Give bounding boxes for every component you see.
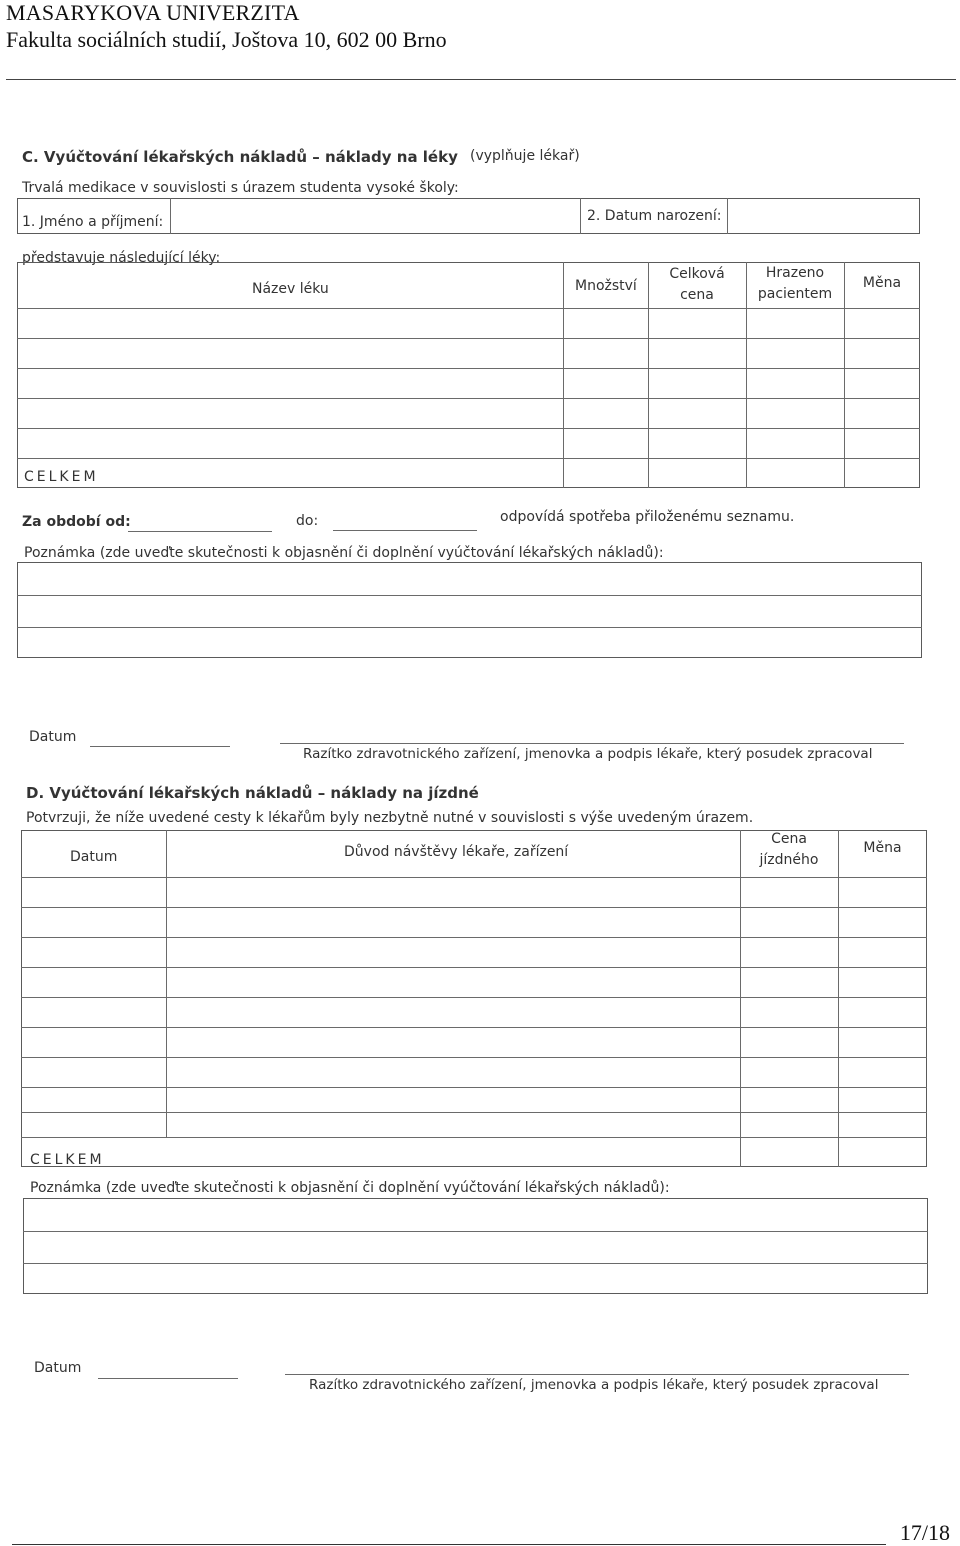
total-label-d: CELKEM — [30, 1152, 105, 1168]
col-currency-d: Měna — [863, 840, 902, 856]
birth-date-field[interactable] — [728, 199, 919, 233]
stamp-label: Razítko zdravotnického zařízení, jmenovka a podpis lékaře, který posudek zpracoval — [303, 746, 873, 762]
divider — [23, 1263, 928, 1264]
divider — [21, 1027, 927, 1028]
date-label: Datum — [29, 729, 77, 745]
signature-line-d[interactable] — [285, 1374, 909, 1375]
divider — [21, 877, 927, 878]
divider — [21, 1087, 927, 1088]
divider — [17, 458, 920, 459]
note-label: Poznámka (zde uveďte skutečnosti k objasnění či doplnění vyúčtování lékařských nákladů): — [24, 545, 664, 561]
col-paid-by-patient-1: Hrazeno — [765, 265, 825, 281]
divider — [21, 1137, 927, 1138]
col-paid-by-patient-2: pacientem — [757, 286, 833, 302]
divider — [740, 830, 741, 1167]
travel-table — [21, 830, 927, 1167]
col-total-price-2: cena — [680, 287, 714, 303]
filled-by-note: (vyplňuje lékař) — [470, 148, 580, 164]
divider — [21, 967, 927, 968]
divider — [17, 398, 920, 399]
divider — [17, 338, 920, 339]
birth-date-label: 2. Datum narození: — [587, 208, 722, 224]
note-label-d: Poznámka (zde uveďte skutečnosti k objasnění či doplnění vyúčtování lékařských nákladů): — [30, 1180, 670, 1196]
date-field-d[interactable] — [98, 1378, 238, 1379]
page-number: 17/18 — [899, 1520, 950, 1545]
divider — [17, 308, 920, 309]
period-to-field[interactable] — [333, 530, 477, 531]
period-from-field[interactable] — [128, 531, 272, 532]
col-total-price-1: Celková — [669, 266, 725, 282]
section-d-title: D. Vyúčtování lékařských nákladů – náklady na jízdné — [26, 784, 479, 802]
faculty-address: Fakulta sociálních studií, Joštova 10, 602 00 Brno — [6, 27, 447, 52]
col-medicine-name: Název léku — [252, 281, 329, 297]
note-field[interactable] — [17, 562, 922, 658]
divider — [21, 1057, 927, 1058]
col-quantity: Množství — [575, 278, 637, 294]
section-c-subtitle: Trvalá medikace v souvislosti s úrazem studenta vysoké školy: — [22, 180, 459, 196]
signature-line[interactable] — [280, 743, 904, 744]
name-label: 1. Jméno a příjmení: — [22, 214, 164, 230]
footer-divider — [12, 1544, 886, 1545]
name-field[interactable] — [171, 199, 579, 233]
col-visit-reason: Důvod návštěvy lékaře, zařízení — [344, 844, 569, 860]
divider — [844, 262, 845, 488]
date-field[interactable] — [90, 746, 230, 747]
period-from-label: Za období od: — [22, 514, 131, 530]
period-to-label: do: — [296, 513, 319, 529]
period-note: odpovídá spotřeba přiloženému seznamu. — [500, 509, 795, 525]
section-c-title: C. Vyúčtování lékařských nákladů – náklady na léky — [22, 148, 458, 166]
divider — [17, 368, 920, 369]
divider — [21, 997, 927, 998]
date-label-d: Datum — [34, 1360, 82, 1376]
divider — [17, 595, 922, 596]
university-name: MASARYKOVA UNIVERZITA — [6, 0, 300, 25]
divider — [21, 1112, 927, 1113]
note-field-d[interactable] — [23, 1198, 928, 1294]
divider — [23, 1231, 928, 1232]
divider — [17, 627, 922, 628]
divider — [17, 428, 920, 429]
col-fare-2: jízdného — [759, 852, 819, 868]
total-label: CELKEM — [24, 469, 99, 485]
divider — [563, 262, 564, 488]
divider — [21, 907, 927, 908]
divider — [580, 198, 581, 234]
divider — [21, 937, 927, 938]
col-currency: Měna — [862, 275, 902, 291]
header-divider — [6, 79, 956, 80]
col-fare-1: Cena — [771, 831, 807, 847]
stamp-label-d: Razítko zdravotnického zařízení, jmenovka a podpis lékaře, který posudek zpracoval — [309, 1377, 879, 1393]
divider — [838, 830, 839, 1167]
presents-label: představuje následující léky: — [22, 250, 221, 266]
section-d-confirm: Potvrzuji, že níže uvedené cesty k lékařům byly nezbytně nutné v souvislosti s výše uvedeným úrazem. — [26, 810, 754, 826]
col-date: Datum — [70, 849, 118, 865]
